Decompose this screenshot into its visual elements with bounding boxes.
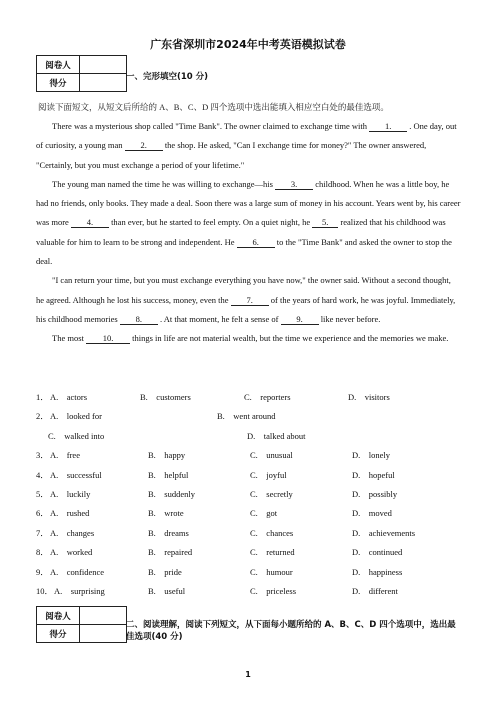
option-row-8: 8． A. worked B. repaired C. returned D. continued xyxy=(36,547,403,558)
option-6b[interactable]: B. wrote xyxy=(148,508,184,519)
option-1c[interactable]: C. reporters xyxy=(244,392,291,402)
option-row-2: 2． A. looked for B. went around xyxy=(36,411,276,422)
option-8a[interactable]: A. worked xyxy=(50,547,93,558)
score-label: 得分 xyxy=(37,74,80,92)
passage-paragraph-3: "I can return your time, but you must exchange everything you have now," the owner said. Without a second thought, he agreed. Although he lost his success, money, even the 7. of the years of hard work, he was joyful. Immediately, his childhood memories 8. . At that moment, he felt a sense of 9. like never before. xyxy=(36,275,456,324)
section2-heading: 二、阅读理解，阅读下列短文，从下面每小题所给的 A、B、C、D 四个选项中，选出最佳选项(40 分) xyxy=(126,620,456,642)
option-3b[interactable]: B. happy xyxy=(148,450,186,461)
option-2c[interactable]: C. walked into xyxy=(48,430,105,441)
option-4c[interactable]: C. joyful xyxy=(250,469,287,480)
option-2b[interactable]: B. went around xyxy=(217,411,276,422)
passage-paragraph-4: The most 10. things in life are not material wealth, but the time we experience and the memories we make. xyxy=(52,333,449,344)
section1-instruction: 阅读下面短文，从短文后所给的 A、B、C、D 四个选项中选出能填入相应空白处的最佳选项。 xyxy=(38,102,389,112)
option-row-2b xyxy=(36,428,466,447)
option-row-10: 10． A. surprising B. useful C. priceless D. different xyxy=(36,585,398,596)
option-7c[interactable]: C. chances xyxy=(250,527,294,538)
option-10d[interactable]: D. different xyxy=(352,585,398,596)
reviewer-label-2: 阅卷人 xyxy=(37,607,80,625)
blank-6[interactable]: 6. xyxy=(237,237,275,248)
option-6c[interactable]: C. got xyxy=(250,508,278,519)
option-9d[interactable]: D. happiness xyxy=(352,566,403,577)
blank-8[interactable]: 8. xyxy=(120,314,158,325)
blank-10[interactable]: 10. xyxy=(86,333,130,344)
passage-paragraph-1: There was a mysterious shop called "Time Bank". The owner claimed to exchange time with 1. . One day, out of curiosity, a young man 2. the shop. He asked, "Can I exchange time for money?" The owner answered, "Certainly, but you must exchange a period of your lifetime." xyxy=(36,121,457,170)
option-6a[interactable]: A. rushed xyxy=(50,508,90,519)
reviewer-field[interactable] xyxy=(80,56,127,74)
option-3a[interactable]: A. free xyxy=(50,450,80,461)
option-1d[interactable]: D. visitors xyxy=(348,392,390,402)
option-9c[interactable]: C. humour xyxy=(250,566,293,577)
blank-9[interactable]: 9. xyxy=(281,314,319,325)
option-7a[interactable]: A. changes xyxy=(50,527,95,538)
option-row-7: 7． A. changes B. dreams C. chances D. achievements xyxy=(36,527,416,538)
option-5a[interactable]: A. luckily xyxy=(50,488,91,499)
option-8d[interactable]: D. continued xyxy=(352,547,403,558)
option-7d[interactable]: D. achievements xyxy=(352,527,416,538)
blank-7[interactable]: 7. xyxy=(231,295,269,306)
option-2d[interactable]: D. talked about xyxy=(247,430,306,441)
option-3d[interactable]: D. lonely xyxy=(352,450,391,461)
reviewer-label: 阅卷人 xyxy=(37,56,80,74)
option-row-9: 9． A. confidence B. pride C. humour D. happiness xyxy=(36,566,403,577)
blank-5[interactable]: 5. xyxy=(312,217,338,228)
option-row-6: 6． A. rushed B. wrote C. got D. moved xyxy=(36,508,392,519)
option-5d[interactable]: D. possibly xyxy=(352,488,398,499)
page-title: 广东省深圳市2024年中考英语模拟试卷 xyxy=(150,38,346,51)
option-row-3: 3． A. free B. happy C. unusual D. lonely xyxy=(36,450,391,461)
score-box-2 xyxy=(36,606,127,643)
option-4d[interactable]: D. hopeful xyxy=(352,469,395,480)
option-6d[interactable]: D. moved xyxy=(352,508,392,519)
score-field[interactable] xyxy=(80,74,127,92)
option-10b[interactable]: B. useful xyxy=(148,585,186,596)
option-row-1: 1． A. actors B. customers C. reporters D. visitors xyxy=(36,392,390,402)
options-list xyxy=(36,389,466,602)
option-10c[interactable]: C. priceless xyxy=(250,585,297,596)
cloze-passage xyxy=(36,117,461,349)
option-5c[interactable]: C. secretly xyxy=(250,488,293,499)
reviewer-field-2[interactable] xyxy=(80,607,127,625)
blank-1[interactable]: 1. xyxy=(369,121,407,132)
option-9a[interactable]: A. confidence xyxy=(50,566,105,577)
option-4b[interactable]: B. helpful xyxy=(148,469,189,480)
option-1b[interactable]: B. customers xyxy=(140,392,191,402)
section1-heading: 一、完形填空(10 分) xyxy=(126,72,209,82)
option-10a[interactable]: A. surprising xyxy=(54,585,105,596)
option-7b[interactable]: B. dreams xyxy=(148,527,189,538)
score-label-2: 得分 xyxy=(37,625,80,643)
option-8c[interactable]: C. returned xyxy=(250,547,295,558)
option-8b[interactable]: B. repaired xyxy=(148,547,193,558)
page-number: 1 xyxy=(245,670,251,679)
option-5b[interactable]: B. suddenly xyxy=(148,488,195,499)
option-4a[interactable]: A. successful xyxy=(50,469,102,480)
option-1a[interactable]: A. actors xyxy=(50,392,88,402)
blank-2[interactable]: 2. xyxy=(125,140,163,151)
option-row-4: 4． A. successful B. helpful C. joyful D. hopeful xyxy=(36,469,395,480)
option-2a[interactable]: A. looked for xyxy=(50,411,102,422)
score-box-1 xyxy=(36,55,127,92)
blank-3[interactable]: 3. xyxy=(275,179,313,190)
option-9b[interactable]: B. pride xyxy=(148,566,182,577)
score-field-2[interactable] xyxy=(80,625,127,643)
blank-4[interactable]: 4. xyxy=(71,217,109,228)
option-3c[interactable]: C. unusual xyxy=(250,450,293,461)
option-row-5: 5． A. luckily B. suddenly C. secretly D. possibly xyxy=(36,488,398,499)
passage-paragraph-2: The young man named the time he was willing to exchange—his 3. childhood. When he was a little boy, he had no friends, only books. They made a deal. Soon there was a large sum of money in his account. Years went by, his career was more 4. than ever, but he started to feel empty. On a quiet night, he 5. realized that his childhood was valuable for him to learn to be strong and independent. He 6. to the "Time Bank" and asked the owner to stop the deal. xyxy=(36,178,461,267)
